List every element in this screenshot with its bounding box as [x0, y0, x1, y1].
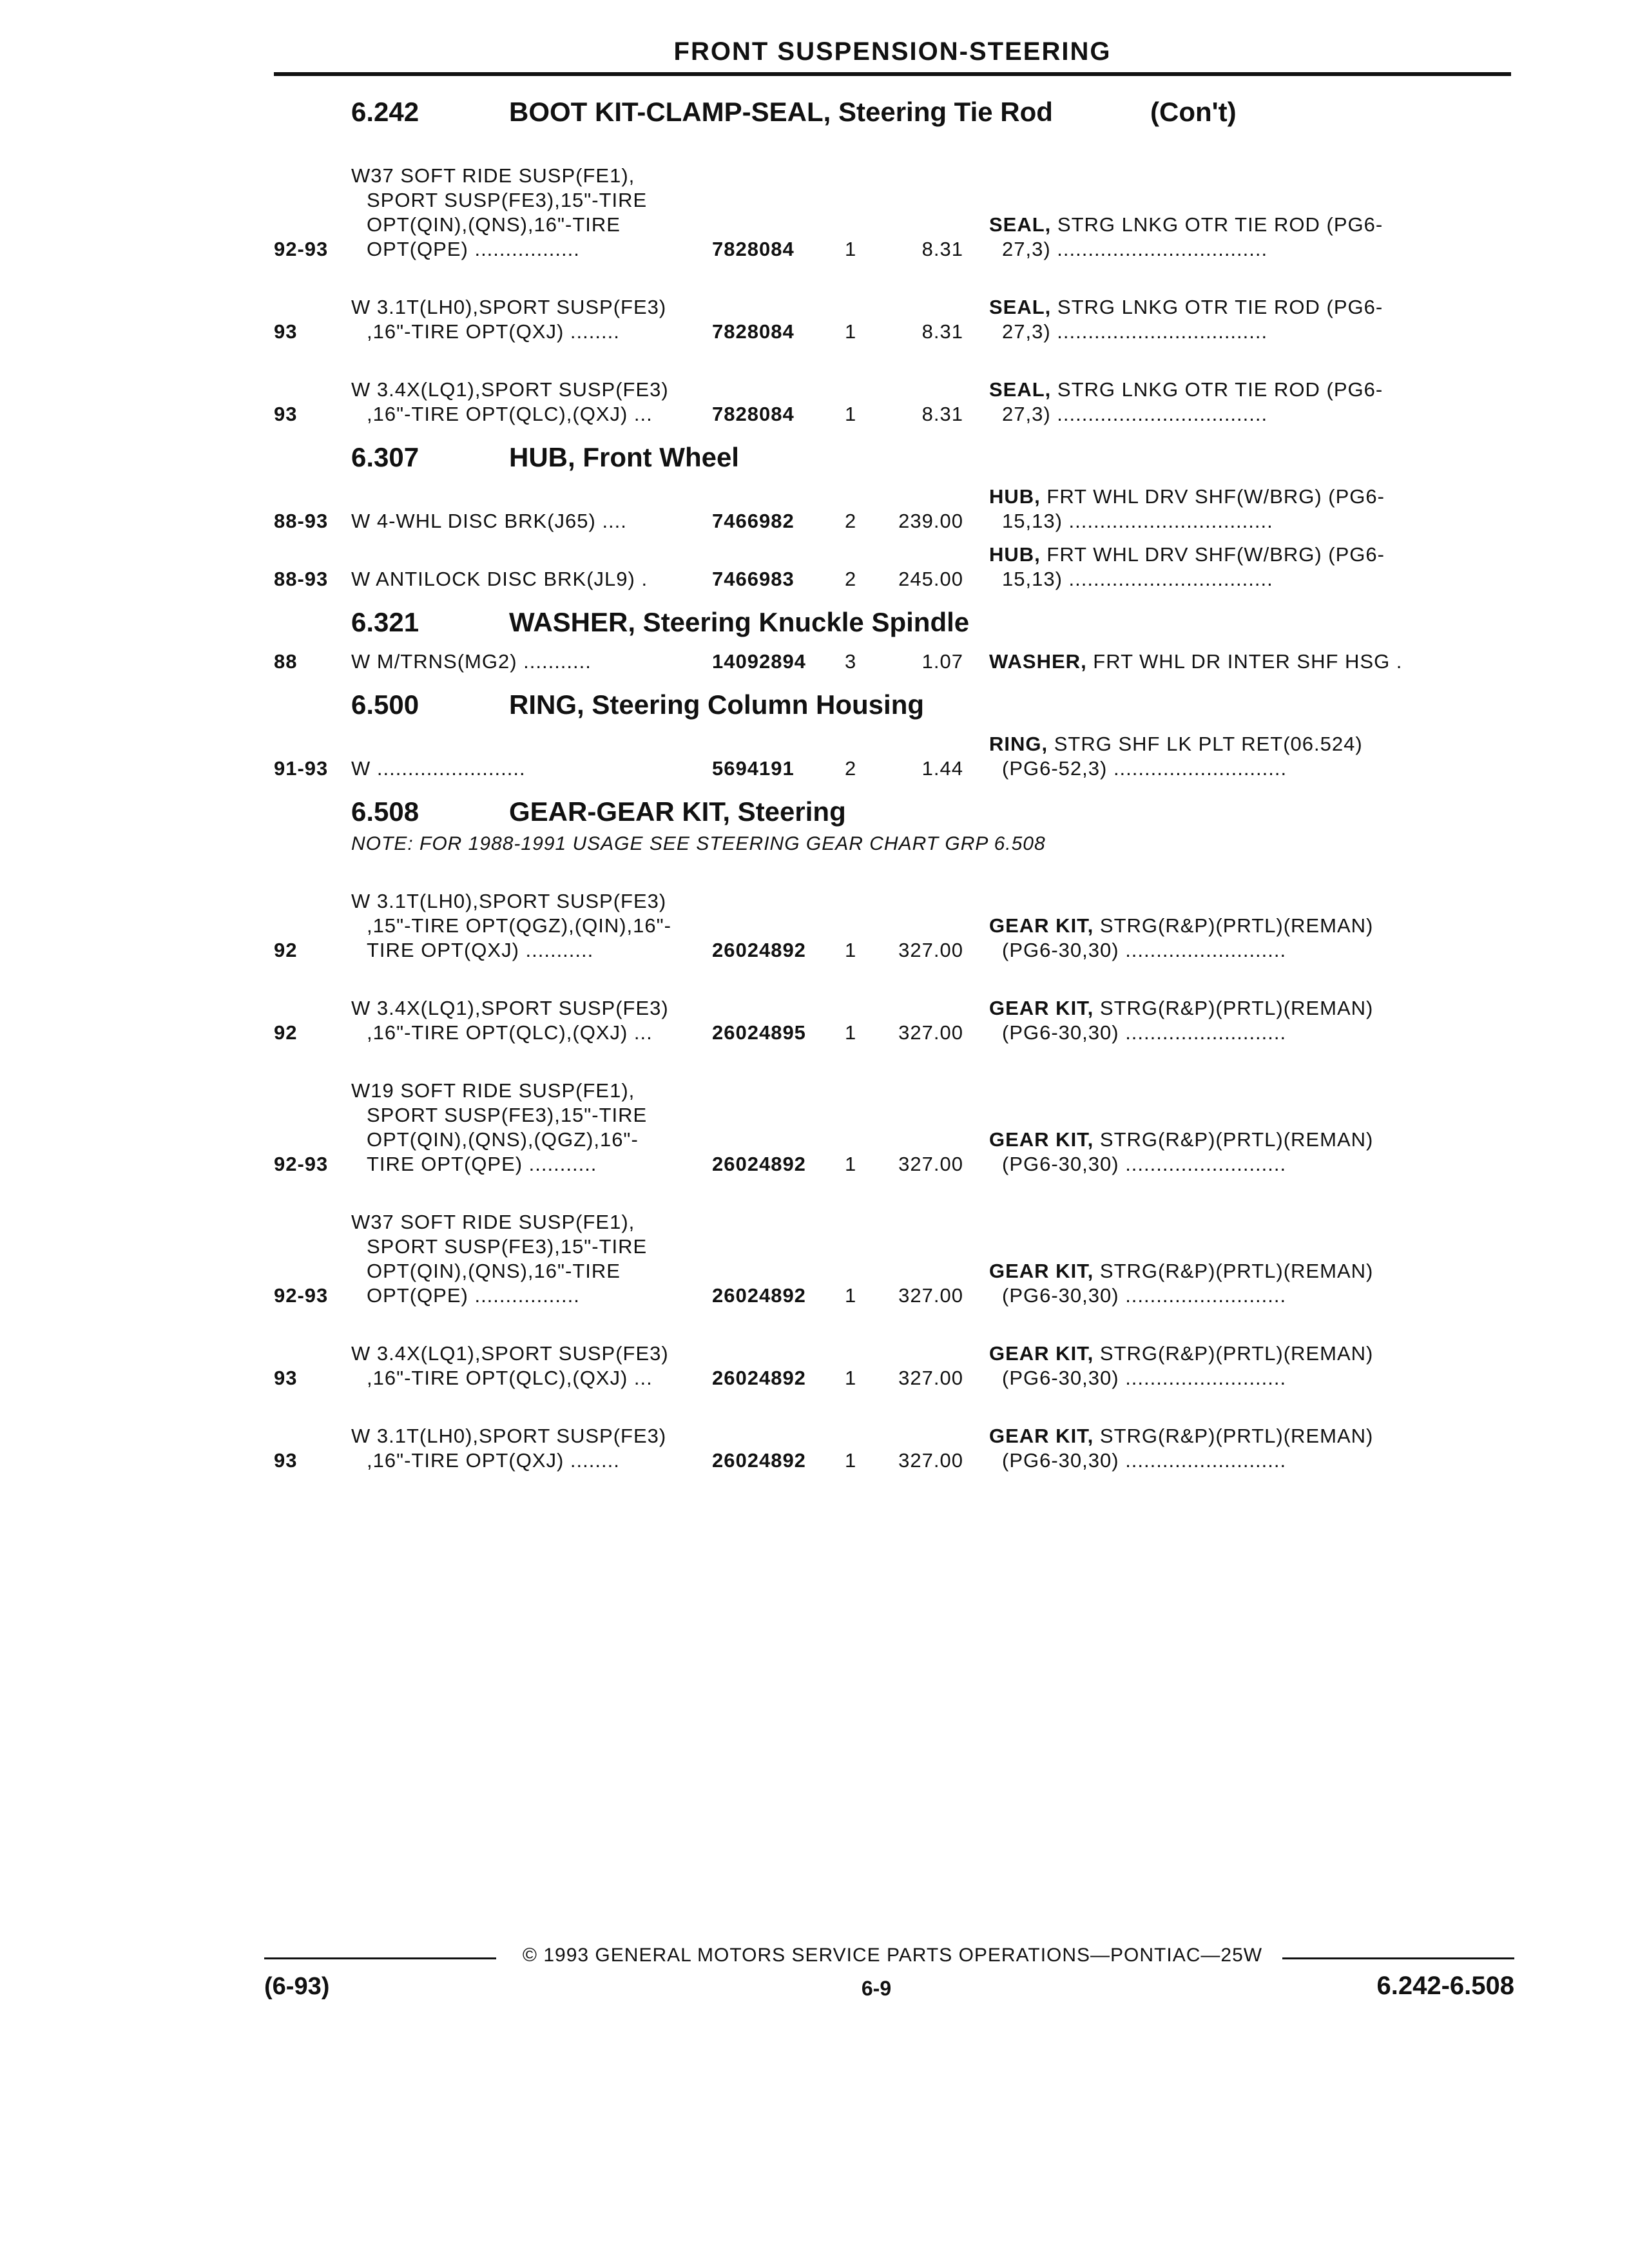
quantity: 1 — [845, 939, 857, 961]
application — [351, 567, 712, 591]
description-keyword: WASHER, — [989, 650, 1087, 673]
price: 327.00 — [898, 1367, 963, 1389]
description-continuation: (PG6-30,30) .......................... — [1002, 1449, 1287, 1472]
description-keyword: GEAR KIT, — [989, 1128, 1094, 1151]
description-keyword: SEAL, — [989, 213, 1052, 236]
description-text: STRG(R&P)(PRTL)(REMAN) — [1094, 1260, 1374, 1282]
section-heading — [274, 601, 1511, 642]
application — [351, 378, 712, 427]
description-line — [989, 732, 1511, 756]
model-years: 91-93 — [274, 757, 329, 780]
price: 327.00 — [898, 1021, 963, 1044]
catalog-section — [274, 790, 1511, 1473]
description-continuation: 27,3) .................................. — [1002, 403, 1268, 425]
application-line: OPT(QIN),(QNS),(QGZ),16"- — [367, 1128, 639, 1151]
catalog-section — [274, 436, 1511, 591]
part-number: 7828084 — [712, 403, 795, 425]
application-line: W ANTILOCK DISC BRK(JL9) . — [351, 568, 648, 590]
parts-row — [274, 1186, 1511, 1308]
section-heading — [274, 90, 1511, 131]
model-years: 88-93 — [274, 568, 329, 590]
description-line — [989, 485, 1511, 509]
application — [351, 649, 712, 674]
description-keyword: GEAR KIT, — [989, 1342, 1094, 1365]
footer-page-number: 6-9 — [861, 1977, 892, 2000]
model-years: 93 — [274, 1367, 298, 1389]
section-title: WASHER, Steering Knuckle Spindle — [509, 607, 970, 637]
price: 327.00 — [898, 1449, 963, 1472]
description-keyword: GEAR KIT, — [989, 1425, 1094, 1447]
parts-row — [274, 1399, 1511, 1473]
part-number: 26024895 — [712, 1021, 806, 1044]
description-text: STRG(R&P)(PRTL)(REMAN) — [1094, 1425, 1374, 1447]
parts-row — [274, 1054, 1511, 1177]
part-number: 7466983 — [712, 568, 795, 590]
price: 239.00 — [898, 510, 963, 532]
application — [351, 1079, 712, 1177]
parts-row — [274, 485, 1511, 533]
section-title: RING, Steering Column Housing — [509, 689, 925, 720]
model-years: 93 — [274, 1449, 298, 1472]
application — [351, 1424, 712, 1473]
description-keyword: GEAR KIT, — [989, 997, 1094, 1019]
section-title: GEAR-GEAR KIT, Steering — [509, 796, 846, 827]
part-number: 26024892 — [712, 1449, 806, 1472]
quantity: 1 — [845, 320, 857, 343]
application — [351, 164, 712, 262]
model-years: 92 — [274, 939, 298, 961]
catalog-section — [274, 683, 1511, 781]
footer-rule-left — [264, 1957, 496, 1959]
description-keyword: HUB, — [989, 543, 1041, 566]
description-continuation: (PG6-30,30) .......................... — [1002, 1367, 1287, 1389]
section-heading — [274, 790, 1511, 831]
description-keyword: RING, — [989, 733, 1048, 755]
description-text: STRG LNKG OTR TIE ROD (PG6- — [1051, 378, 1383, 401]
catalog-section — [274, 90, 1511, 427]
application — [351, 509, 712, 533]
application-line: W37 SOFT RIDE SUSP(FE1), — [351, 1211, 635, 1233]
model-years: 88 — [274, 650, 298, 673]
application-line: W37 SOFT RIDE SUSP(FE1), — [351, 164, 635, 187]
quantity: 1 — [845, 1153, 857, 1175]
application-line: W 4-WHL DISC BRK(J65) .... — [351, 510, 627, 532]
part-description — [989, 732, 1511, 781]
quantity: 1 — [845, 1449, 857, 1472]
model-years: 92-93 — [274, 1153, 329, 1175]
application-line: W 3.4X(LQ1),SPORT SUSP(FE3) — [351, 1342, 669, 1365]
price: 8.31 — [921, 320, 963, 343]
description-keyword: SEAL, — [989, 296, 1052, 318]
parts-row — [274, 353, 1511, 427]
catalog-section — [274, 601, 1511, 674]
price: 8.31 — [921, 403, 963, 425]
part-description — [989, 1128, 1511, 1177]
description-continuation: (PG6-30,30) .......................... — [1002, 1284, 1287, 1307]
description-keyword: SEAL, — [989, 378, 1052, 401]
application-line: SPORT SUSP(FE3),15"-TIRE — [367, 1235, 648, 1258]
application-line: ,16"-TIRE OPT(QXJ) ........ — [367, 320, 620, 343]
application-line: ,16"-TIRE OPT(QLC),(QXJ) ... — [367, 1367, 653, 1389]
description-line — [989, 1341, 1511, 1366]
footer-copyright: © 1993 GENERAL MOTORS SERVICE PARTS OPERATIONS—PONTIAC—25W — [522, 1945, 1263, 1966]
description-text: FRT WHL DRV SHF(W/BRG) (PG6- — [1040, 543, 1385, 566]
section-continued-label: (Con't) — [1150, 97, 1237, 127]
application-line: W 3.4X(LQ1),SPORT SUSP(FE3) — [351, 378, 669, 401]
description-text: STRG(R&P)(PRTL)(REMAN) — [1094, 997, 1374, 1019]
section-number: 6.321 — [351, 607, 419, 637]
application — [351, 996, 712, 1045]
description-continuation: 27,3) .................................. — [1002, 320, 1268, 343]
description-line — [989, 378, 1511, 402]
part-number: 7466982 — [712, 510, 795, 532]
application-line: W19 SOFT RIDE SUSP(FE1), — [351, 1079, 635, 1102]
section-title: BOOT KIT-CLAMP-SEAL, Steering Tie Rod — [509, 97, 1053, 127]
model-years: 92-93 — [274, 238, 329, 260]
part-number: 14092894 — [712, 650, 806, 673]
part-description — [989, 996, 1511, 1045]
price: 327.00 — [898, 939, 963, 961]
application-line: ,15"-TIRE OPT(QGZ),(QIN),16"- — [367, 914, 671, 937]
description-keyword: HUB, — [989, 485, 1041, 508]
description-keyword: GEAR KIT, — [989, 1260, 1094, 1282]
quantity: 2 — [845, 510, 857, 532]
quantity: 1 — [845, 403, 857, 425]
parts-catalog-content — [274, 90, 1511, 1482]
description-line — [989, 914, 1511, 938]
application-line: SPORT SUSP(FE3),15"-TIRE — [367, 189, 648, 211]
application-line: ,16"-TIRE OPT(QLC),(QXJ) ... — [367, 403, 653, 425]
application-line: W 3.1T(LH0),SPORT SUSP(FE3) — [351, 296, 667, 318]
quantity: 1 — [845, 1367, 857, 1389]
application-line: OPT(QIN),(QNS),16"-TIRE — [367, 1260, 621, 1282]
description-line — [989, 649, 1511, 674]
part-number: 7828084 — [712, 320, 795, 343]
section-title: HUB, Front Wheel — [509, 442, 739, 472]
application — [351, 756, 712, 781]
part-number: 26024892 — [712, 1367, 806, 1389]
application-line: SPORT SUSP(FE3),15"-TIRE — [367, 1104, 648, 1126]
section-note: NOTE: FOR 1988-1991 USAGE SEE STEERING GEAR CHART GRP 6.508 — [351, 833, 1046, 854]
section-number: 6.242 — [351, 97, 419, 127]
price: 327.00 — [898, 1284, 963, 1307]
footer-date-code: (6-93) — [264, 1973, 330, 2000]
part-number: 5694191 — [712, 757, 795, 780]
application-line: W 3.1T(LH0),SPORT SUSP(FE3) — [351, 890, 667, 912]
description-continuation: (PG6-30,30) .......................... — [1002, 939, 1287, 961]
application — [351, 1210, 712, 1308]
part-description — [989, 543, 1511, 591]
section-number: 6.508 — [351, 796, 419, 827]
application-line: OPT(QPE) ................. — [367, 238, 580, 260]
application-line: OPT(QIN),(QNS),16"-TIRE — [367, 213, 621, 236]
price: 327.00 — [898, 1153, 963, 1175]
part-description — [989, 1259, 1511, 1308]
description-text: STRG(R&P)(PRTL)(REMAN) — [1094, 1342, 1374, 1365]
quantity: 1 — [845, 238, 857, 260]
parts-row — [274, 649, 1511, 674]
quantity: 1 — [845, 1021, 857, 1044]
description-continuation: 15,13) ................................. — [1002, 568, 1273, 590]
description-continuation: 27,3) .................................. — [1002, 238, 1268, 260]
quantity: 3 — [845, 650, 857, 673]
section-heading — [274, 436, 1511, 477]
application-line: TIRE OPT(QPE) ........... — [367, 1153, 597, 1175]
description-line — [989, 213, 1511, 237]
application-line: ,16"-TIRE OPT(QLC),(QXJ) ... — [367, 1021, 653, 1044]
description-text: STRG LNKG OTR TIE ROD (PG6- — [1051, 213, 1383, 236]
model-years: 92-93 — [274, 1284, 329, 1307]
price: 1.07 — [921, 650, 963, 673]
application-line: W M/TRNS(MG2) ........... — [351, 650, 592, 673]
section-heading — [274, 683, 1511, 724]
parts-row — [274, 972, 1511, 1045]
price: 1.44 — [921, 757, 963, 780]
parts-row — [274, 1317, 1511, 1390]
quantity: 2 — [845, 568, 857, 590]
description-line — [989, 996, 1511, 1021]
page-header-title: FRONT SUSPENSION-STEERING — [673, 37, 1112, 66]
description-continuation: 15,13) ................................. — [1002, 510, 1273, 532]
section-number: 6.307 — [351, 442, 419, 472]
description-line — [989, 543, 1511, 567]
quantity: 2 — [845, 757, 857, 780]
model-years: 93 — [274, 403, 298, 425]
application — [351, 295, 712, 344]
application-line: ,16"-TIRE OPT(QXJ) ........ — [367, 1449, 620, 1472]
description-keyword: GEAR KIT, — [989, 914, 1094, 937]
description-text: FRT WHL DRV SHF(W/BRG) (PG6- — [1040, 485, 1385, 508]
price: 245.00 — [898, 568, 963, 590]
parts-row — [274, 732, 1511, 781]
part-description — [989, 1424, 1511, 1473]
header-rule — [274, 72, 1511, 76]
application-line: W 3.1T(LH0),SPORT SUSP(FE3) — [351, 1425, 667, 1447]
model-years: 92 — [274, 1021, 298, 1044]
application — [351, 889, 712, 963]
application-line: W 3.4X(LQ1),SPORT SUSP(FE3) — [351, 997, 669, 1019]
part-description — [989, 295, 1511, 344]
quantity: 1 — [845, 1284, 857, 1307]
part-description — [989, 378, 1511, 427]
price: 8.31 — [921, 238, 963, 260]
description-line — [989, 295, 1511, 320]
description-line — [989, 1424, 1511, 1448]
model-years: 93 — [274, 320, 298, 343]
application — [351, 1341, 712, 1390]
description-text: FRT WHL DR INTER SHF HSG . — [1086, 650, 1403, 673]
description-continuation: (PG6-30,30) .......................... — [1002, 1021, 1287, 1044]
parts-row — [274, 865, 1511, 963]
parts-row — [274, 139, 1511, 262]
part-description — [989, 485, 1511, 533]
description-continuation: (PG6-30,30) .......................... — [1002, 1153, 1287, 1175]
description-line — [989, 1259, 1511, 1283]
part-description — [989, 1341, 1511, 1390]
section-number: 6.500 — [351, 689, 419, 720]
parts-row — [274, 543, 1511, 591]
footer-rule-right — [1282, 1957, 1514, 1959]
description-text: STRG(R&P)(PRTL)(REMAN) — [1094, 914, 1374, 937]
part-description — [989, 914, 1511, 963]
application-line: TIRE OPT(QXJ) ........... — [367, 939, 594, 961]
model-years: 88-93 — [274, 510, 329, 532]
parts-row — [274, 271, 1511, 344]
part-number: 26024892 — [712, 1153, 806, 1175]
part-number: 7828084 — [712, 238, 795, 260]
part-description — [989, 649, 1511, 674]
description-continuation: (PG6-52,3) ............................ — [1002, 757, 1287, 780]
part-description — [989, 213, 1511, 262]
part-number: 26024892 — [712, 1284, 806, 1307]
description-text: STRG LNKG OTR TIE ROD (PG6- — [1051, 296, 1383, 318]
application-line: W ........................ — [351, 757, 526, 780]
part-number: 26024892 — [712, 939, 806, 961]
description-line — [989, 1128, 1511, 1152]
description-text: STRG SHF LK PLT RET(06.524) — [1048, 733, 1363, 755]
application-line: OPT(QPE) ................. — [367, 1284, 580, 1307]
description-text: STRG(R&P)(PRTL)(REMAN) — [1094, 1128, 1374, 1151]
footer-section-range: 6.242-6.508 — [1376, 1972, 1514, 2000]
